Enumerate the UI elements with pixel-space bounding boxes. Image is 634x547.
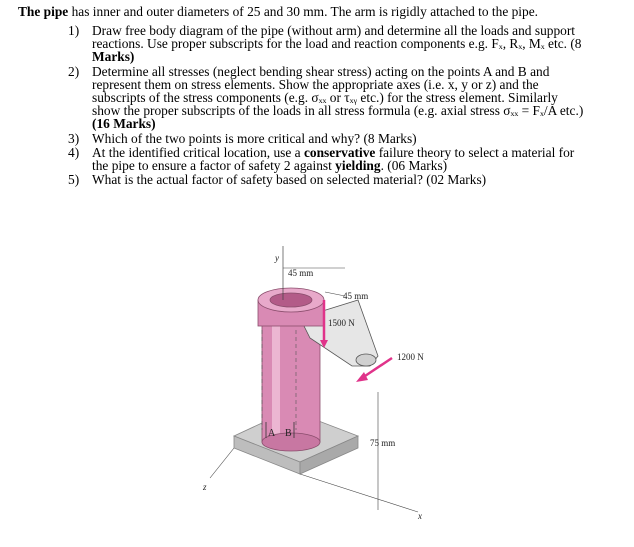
task-line: Draw free body diagram of the pipe (without arm) and determine all the loads and support	[92, 23, 576, 38]
task-line: What is the actual factor of safety based on selected material? (02 Marks)	[92, 172, 487, 188]
task-emphasis: yielding	[335, 158, 381, 174]
task-number: 4)	[68, 144, 80, 160]
load-horizontal-label: 1200 N	[397, 352, 424, 362]
task-text: failure theory to select a material for	[375, 144, 575, 160]
task-line: (16 Marks)	[92, 116, 156, 132]
x-axis-label: x	[418, 511, 422, 521]
task-line: reactions. Use proper subscripts for the load and reaction components e.g. Fₓ, Rₓ, Mₓ etc. (8	[92, 36, 582, 52]
task-text: the pipe to ensure a factor of safety 2 against	[92, 158, 336, 174]
task-text: . (06 Marks)	[380, 158, 448, 174]
z-axis-line	[210, 448, 234, 478]
dim-arm-line	[325, 292, 345, 296]
problem-lead: The pipe	[18, 4, 69, 19]
task-number: 1)	[68, 23, 80, 38]
y-axis-label: y	[275, 253, 279, 263]
task-line: represent them on stress elements. Show the appropriate axes (i.e. x, y or z) and the	[92, 76, 539, 92]
point-b-label: B	[285, 428, 292, 439]
task-line: subscripts of the stress components (e.g. σₓₓ or τₓᵧ etc.) for the stress element. Similarly	[92, 90, 558, 106]
dim-height-label: 75 mm	[370, 438, 396, 448]
x-axis-line	[300, 474, 418, 512]
task-number: 2)	[68, 63, 80, 79]
dim-arm-label: 45 mm	[343, 291, 369, 301]
task-number: 5)	[68, 172, 80, 188]
task-line: show the proper subscripts of the loads in all stress formula (e.g. axial stress σₓₓ = Fₓ/A etc.)	[92, 103, 584, 119]
z-axis-label: z	[203, 482, 207, 492]
load-vertical-label: 1500 N	[328, 318, 355, 328]
problem-rest: has inner and outer diameters of 25 and 30 mm. The arm is rigidly attached to the pipe.	[68, 4, 539, 19]
task-line: Which of the two points is more critical and why? (8 Marks)	[92, 130, 417, 146]
pipe-top-hole	[270, 293, 312, 307]
task-line: Marks)	[92, 49, 135, 65]
task-text: At the identified critical location, use a	[92, 144, 304, 160]
force-horizontal-head	[356, 372, 368, 382]
arm-end	[356, 354, 376, 366]
point-a-label: A	[268, 428, 276, 439]
dim-top-label: 45 mm	[288, 268, 314, 278]
pipe-highlight	[272, 318, 280, 442]
task-number: 3)	[68, 130, 80, 146]
task-line: Determine all stresses (neglect bending shear stress) acting on the points A and B and	[92, 63, 550, 79]
task-emphasis: conservative	[303, 144, 376, 160]
